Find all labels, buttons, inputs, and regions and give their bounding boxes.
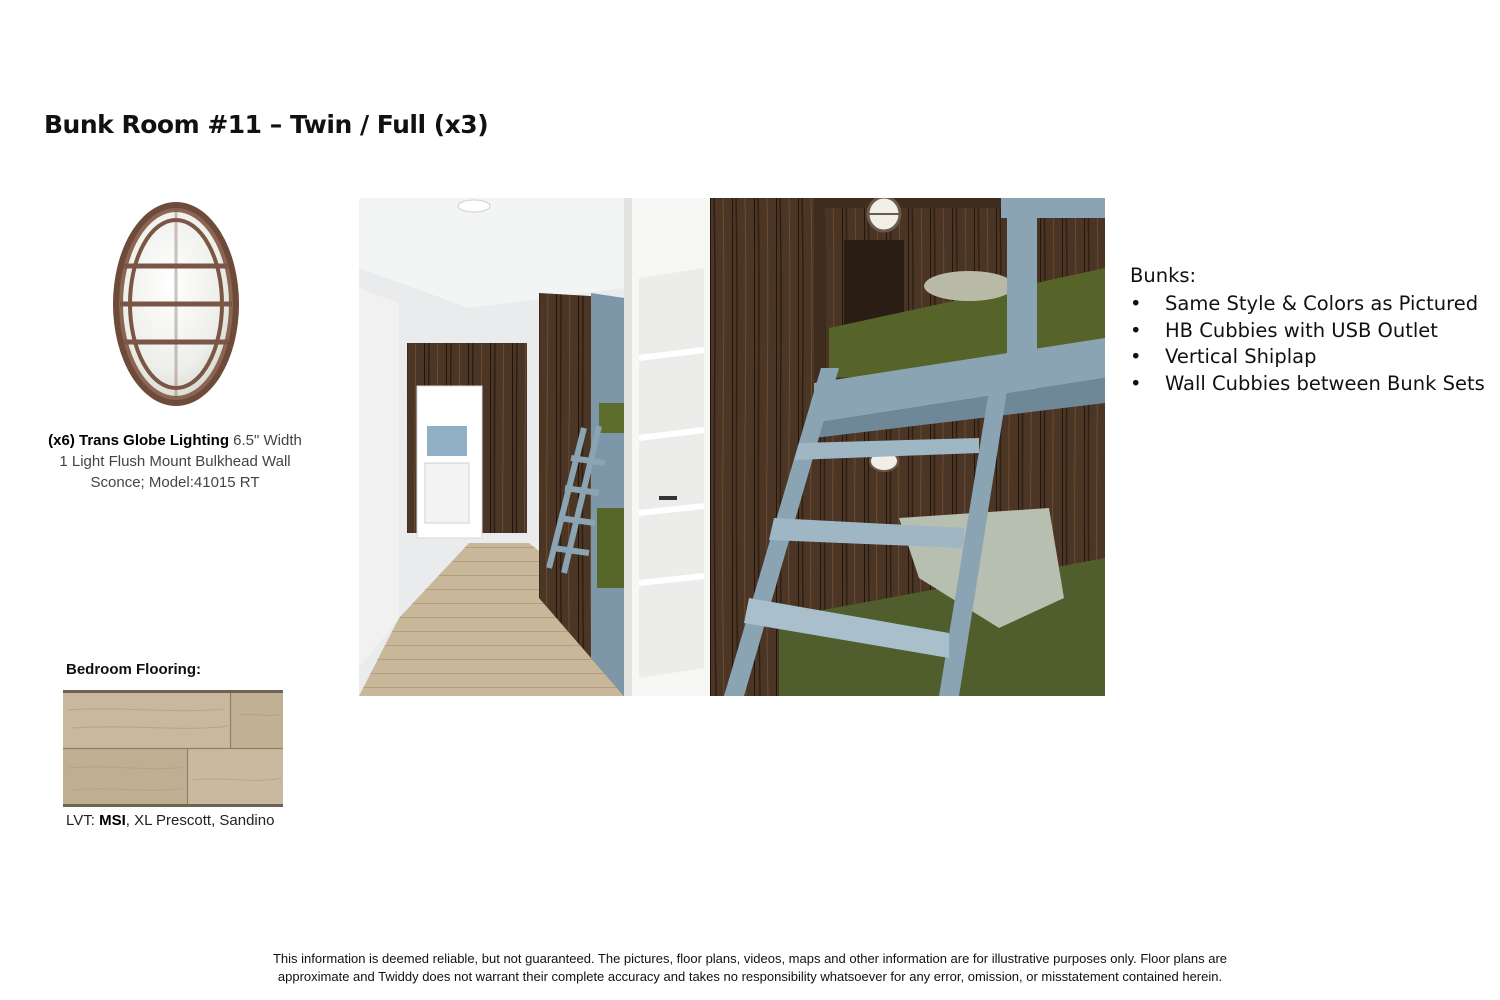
lighting-brand: (x6) Trans Globe Lighting xyxy=(48,432,229,449)
flooring-swatch-image xyxy=(63,690,283,807)
bunks-list xyxy=(1130,291,1485,397)
flooring-label: Bedroom Flooring: xyxy=(66,661,201,678)
lighting-width: 6.5" Width xyxy=(228,432,302,449)
flooring-product: , XL Prescott, Sandino xyxy=(125,812,275,829)
bunk-room-photo xyxy=(359,198,1105,696)
lighting-caption xyxy=(30,430,320,493)
lighting-model: Sconce; Model:41015 RT xyxy=(90,474,260,491)
bunks-spec xyxy=(1130,264,1485,397)
bunks-list-item: • Vertical Shiplap xyxy=(1130,344,1485,371)
bunks-list-item: • Same Style & Colors as Pictured xyxy=(1130,291,1485,318)
bulkhead-sconce-image xyxy=(106,198,246,410)
bunks-heading: Bunks: xyxy=(1130,264,1197,287)
flooring-caption xyxy=(66,812,274,829)
page-title: Bunk Room #11 – Twin / Full (x3) xyxy=(44,110,489,139)
flooring-prefix: LVT: xyxy=(66,812,100,829)
disclaimer-line-1: This information is deemed reliable, but not guaranteed. The pictures, floor plans, videos, maps and other information are for illustrative purposes only. Floor plans are xyxy=(272,951,1228,966)
bunks-list-item: • HB Cubbies with USB Outlet xyxy=(1130,318,1485,345)
disclaimer xyxy=(180,950,1320,986)
flooring-brand: MSI xyxy=(99,812,126,829)
disclaimer-line-2: approximate and Twiddy does not warrant their complete accuracy and takes no responsibility whatsoever for any error, omission, or misstatement contained herein. xyxy=(277,969,1223,984)
bunks-list-item: • Wall Cubbies between Bunk Sets xyxy=(1130,371,1485,398)
lighting-description: 1 Light Flush Mount Bulkhead Wall xyxy=(59,453,291,470)
